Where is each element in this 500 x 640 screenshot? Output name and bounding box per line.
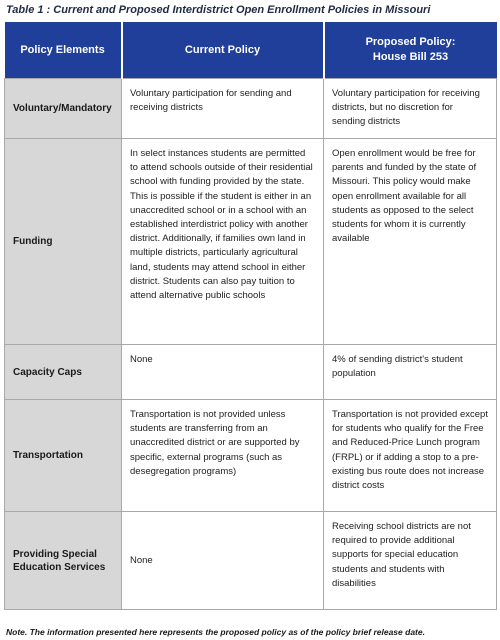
policy-table	[4, 22, 497, 610]
row-element-label: Transportation	[5, 400, 122, 512]
row-proposed-policy: Voluntary participation for receiving districts, but no discretion for sending districts	[324, 79, 497, 139]
row-element-label: Providing Special Education Services	[5, 512, 122, 610]
header-proposed-line1: Proposed Policy:	[365, 36, 456, 48]
row-current-policy: None	[122, 512, 324, 610]
table-caption: Table 1 : Current and Proposed Interdistrict Open Enrollment Policies in Missouri	[6, 4, 431, 16]
row-current-policy: In select instances students are permitted to attend schools outside of their residential school with funding provided by the state. This is possible if the student is either in an unaccredited school or in a school with an established interdistrict policy with another district. Additionally, if families own land in multiple districts, particularly agricultural land, students may attend school in either district. Students can also pay tuition to attend alternative public schools	[122, 139, 324, 345]
table-row	[5, 139, 497, 345]
header-proposed-line2: House Bill 253	[372, 51, 449, 63]
table-row	[5, 512, 497, 610]
header-proposed-policy	[324, 22, 497, 79]
table-row	[5, 400, 497, 512]
row-proposed-policy: Receiving school districts are not required to provide additional supports for special education students and students with disabilities	[324, 512, 497, 610]
table-row	[5, 79, 497, 139]
table-row	[5, 345, 497, 400]
row-element-label: Voluntary/Mandatory	[5, 79, 122, 139]
row-current-policy: Voluntary participation for sending and receiving districts	[122, 79, 324, 139]
row-element-label: Funding	[5, 139, 122, 345]
row-current-policy: Transportation is not provided unless students are transferring from an unaccredited district or are supported by specific, external programs (such as desegregation programs)	[122, 400, 324, 512]
header-policy-elements: Policy Elements	[5, 22, 122, 79]
table-note: Note. The information presented here represents the proposed policy as of the policy brief release date.	[6, 627, 425, 637]
row-element-label: Capacity Caps	[5, 345, 122, 400]
header-current-policy: Current Policy	[122, 22, 324, 79]
row-current-policy: None	[122, 345, 324, 400]
row-proposed-policy: Transportation is not provided except for students who qualify for the Free and Reduced-Price Lunch program (FRPL) or if adding a stop to a pre-existing bus route does not increase district costs	[324, 400, 497, 512]
row-proposed-policy: 4% of sending district's student population	[324, 345, 497, 400]
table-header-row	[5, 22, 497, 79]
row-proposed-policy: Open enrollment would be free for parents and funded by the state of Missouri. This policy would make open enrollment available for all students as opposed to the select students for whom it is currently available	[324, 139, 497, 345]
